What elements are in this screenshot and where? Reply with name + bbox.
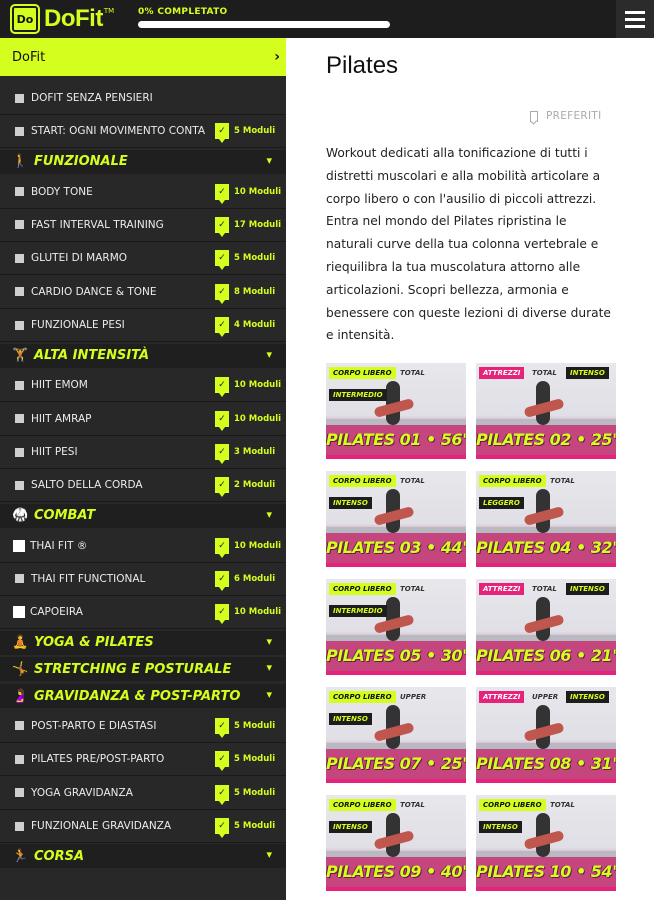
- logo-badge: Do: [12, 6, 38, 32]
- lesson-strip: [326, 455, 466, 459]
- lesson-strip: [326, 887, 466, 891]
- sidebar-item[interactable]: [0, 469, 286, 502]
- sidebar-item-label: FUNZIONALE GRAVIDANZA: [31, 820, 172, 832]
- lesson-strip: [326, 779, 466, 783]
- module-count-label: 8 Moduli: [234, 286, 276, 297]
- module-count: [215, 538, 281, 554]
- module-count-label: 10 Moduli: [234, 540, 282, 551]
- lesson-tag: LEGGERO: [479, 497, 524, 509]
- lesson-tag: ATTREZZI: [479, 583, 524, 595]
- checkbox-icon[interactable]: [15, 755, 24, 764]
- lesson-strip: [476, 563, 616, 567]
- sidebar-category[interactable]: [0, 631, 286, 655]
- module-count-label: 5 Moduli: [234, 787, 276, 798]
- category-label: FUNZIONALE: [34, 154, 128, 170]
- checkbox-icon[interactable]: [15, 574, 24, 583]
- lesson-tag: TOTAL: [550, 477, 575, 485]
- sidebar-item[interactable]: [0, 82, 286, 115]
- lesson-strip: [476, 455, 616, 459]
- lesson-title: PILATES 01 • 56': [326, 430, 466, 449]
- lesson-tag: TOTAL: [400, 477, 425, 485]
- checkbox-icon[interactable]: [15, 788, 24, 797]
- sidebar-item-label: HIIT PESI: [31, 446, 78, 458]
- sidebar-category[interactable]: [0, 657, 286, 681]
- lesson-tag: TOTAL: [532, 585, 557, 593]
- checkbox-icon[interactable]: [15, 381, 24, 390]
- checkbox-icon[interactable]: [15, 448, 24, 457]
- sidebar-header[interactable]: [0, 38, 286, 76]
- menu-icon-bar: [625, 18, 645, 21]
- sidebar: [0, 38, 286, 900]
- lesson-strip: [476, 779, 616, 783]
- sidebar-item[interactable]: [0, 276, 286, 309]
- lesson-title: PILATES 02 • 25': [476, 430, 616, 449]
- checkbox-icon[interactable]: [15, 187, 24, 196]
- module-icon: ✓: [215, 411, 229, 427]
- sidebar-item-label: HIIT AMRAP: [31, 412, 92, 425]
- logo-trademark: TM: [103, 7, 115, 15]
- category-label: COMBAT: [34, 508, 96, 524]
- module-icon: ✓: [215, 538, 229, 554]
- module-icon: ✓: [215, 123, 229, 139]
- module-count-label: 10 Moduli: [234, 380, 282, 391]
- lesson-title: PILATES 05 • 30': [326, 646, 466, 665]
- module-count: [215, 317, 275, 333]
- checkbox-icon[interactable]: [15, 220, 24, 229]
- module-count: [215, 377, 281, 393]
- module-count: [215, 444, 275, 460]
- sidebar-item[interactable]: [0, 810, 286, 843]
- module-icon: ✓: [215, 317, 229, 333]
- sidebar-item[interactable]: [0, 563, 286, 596]
- sidebar-item[interactable]: [0, 115, 286, 148]
- module-count-label: 3 Moduli: [234, 447, 276, 457]
- sidebar-item-label: SALTO DELLA CORDA: [31, 479, 143, 492]
- sidebar-item[interactable]: [0, 743, 286, 776]
- checkbox-icon[interactable]: [15, 414, 24, 423]
- module-count: [215, 184, 281, 200]
- module-count-label: 10 Moduli: [234, 413, 282, 424]
- category-label: YOGA & PILATES: [34, 635, 154, 651]
- module-icon: ✓: [215, 751, 229, 767]
- module-icon: ✓: [215, 604, 229, 620]
- sidebar-category[interactable]: [0, 344, 286, 368]
- sidebar-item[interactable]: [0, 209, 286, 242]
- sidebar-item[interactable]: [0, 596, 286, 629]
- module-count: [215, 477, 275, 493]
- lesson-title: PILATES 09 • 40': [326, 862, 466, 881]
- module-count: [215, 604, 281, 620]
- lesson-strip: [476, 887, 616, 891]
- lesson-tag: INTERMEDIO: [329, 389, 387, 401]
- category-icon: 🤰: [12, 688, 29, 704]
- sidebar-item[interactable]: [0, 710, 286, 743]
- sidebar-item-label: HIIT EMOM: [31, 379, 88, 392]
- checkbox-icon[interactable]: [15, 127, 24, 136]
- module-icon: ✓: [215, 284, 229, 300]
- checkbox-icon[interactable]: [15, 321, 24, 330]
- sidebar-item-label: GLUTEI DI MARMO: [31, 252, 128, 265]
- sidebar-item[interactable]: [0, 403, 286, 436]
- lesson-tag: INTENSO: [566, 583, 609, 595]
- module-icon: ✓: [215, 718, 229, 734]
- category-icon: 🥋: [12, 508, 29, 524]
- lesson-tag: INTERMEDIO: [329, 605, 387, 617]
- lesson-tag: TOTAL: [400, 369, 425, 377]
- lesson-tag: ATTREZZI: [479, 367, 524, 379]
- checkbox-icon[interactable]: [15, 254, 24, 263]
- category-icon: 🏃: [12, 848, 29, 864]
- module-count: [215, 818, 275, 834]
- module-icon: ✓: [215, 444, 229, 460]
- lesson-tag: UPPER: [400, 693, 427, 701]
- menu-button[interactable]: [616, 0, 654, 38]
- sidebar-item[interactable]: [0, 369, 286, 402]
- module-icon: ✓: [215, 184, 229, 200]
- lesson-tag: ATTREZZI: [479, 691, 524, 703]
- sidebar-item-label: PILATES PRE/POST-PARTO: [31, 753, 165, 766]
- lesson-strip: [326, 671, 466, 675]
- lesson-tag: TOTAL: [550, 801, 575, 809]
- module-count-label: 10 Moduli: [234, 607, 282, 618]
- checkbox-icon[interactable]: [15, 721, 24, 730]
- chevron-down-icon[interactable]: ▾: [266, 661, 272, 675]
- top-bar: [0, 0, 654, 38]
- category-icon: 🚶: [12, 154, 29, 170]
- page-title: Pilates: [326, 52, 399, 79]
- sidebar-item-label: CAPOEIRA: [30, 606, 83, 619]
- lesson-card[interactable]: [476, 363, 616, 459]
- lesson-tag: UPPER: [532, 693, 559, 701]
- checkbox-icon[interactable]: [13, 606, 25, 618]
- lesson-card[interactable]: [326, 795, 466, 891]
- main-content: [286, 38, 654, 900]
- module-icon: ✓: [215, 377, 229, 393]
- favorites-label: PREFERITI: [546, 110, 602, 122]
- lesson-title: PILATES 08 • 31': [476, 754, 616, 773]
- lesson-card[interactable]: [476, 795, 616, 891]
- module-icon: ✓: [215, 477, 229, 493]
- lesson-tag: CORPO LIBERO: [479, 799, 546, 811]
- sidebar-item-label: POST-PARTO E DIASTASI: [31, 719, 157, 732]
- sidebar-category[interactable]: [0, 504, 286, 528]
- lesson-tag: TOTAL: [400, 585, 425, 593]
- module-icon: ✓: [215, 818, 229, 834]
- lesson-tag: CORPO LIBERO: [329, 799, 396, 811]
- module-count: [215, 718, 275, 734]
- bookmark-icon: [530, 111, 538, 122]
- progress-bar: [138, 21, 390, 28]
- lesson-tag: TOTAL: [400, 801, 425, 809]
- lesson-title: PILATES 10 • 54': [476, 862, 616, 881]
- sidebar-item-label: START: OGNI MOVIMENTO CONTA: [31, 125, 206, 138]
- lesson-card[interactable]: [326, 471, 466, 567]
- lesson-tag: CORPO LIBERO: [479, 475, 546, 487]
- module-count: [215, 751, 275, 767]
- course-description: Workout dedicati alla tonificazione di tutti i distretti muscolari e alla mobilità articolare a corpo libero o con l'ausilio di piccoli attrezzi. Entra nel mondo del Pilates ripristina le naturali curve della tua colonna vertebrale e riequilibra la tua muscolatura attorno alle articolazioni. Scopri bellezza, armonia e benessere con queste lezioni di diverse durate e intensità.: [326, 146, 611, 343]
- chevron-down-icon[interactable]: ▾: [266, 634, 272, 648]
- sidebar-item-label: THAI FIT ®: [30, 539, 88, 552]
- module-count-label: 4 Moduli: [234, 320, 276, 331]
- module-count-label: 5 Moduli: [234, 720, 276, 731]
- lesson-card[interactable]: [326, 579, 466, 675]
- sidebar-item[interactable]: [0, 777, 286, 810]
- module-count: [215, 217, 281, 233]
- module-icon: ✓: [215, 217, 229, 233]
- chevron-down-icon[interactable]: ▾: [266, 688, 272, 702]
- module-count: [215, 571, 275, 587]
- module-icon: ✓: [215, 250, 229, 266]
- module-count-label: 6 Moduli: [234, 573, 276, 584]
- category-label: STRETCHING E POSTURALE: [34, 661, 232, 677]
- module-count-label: 10 Moduli: [234, 186, 282, 197]
- category-icon: 🤸: [12, 661, 29, 677]
- lesson-tag: TOTAL: [532, 369, 557, 377]
- category-label: CORSA: [34, 848, 85, 864]
- lesson-tag: INTENSO: [479, 821, 522, 833]
- module-count-label: 5 Moduli: [234, 754, 276, 765]
- lesson-tag: CORPO LIBERO: [329, 367, 396, 379]
- progress-label: 0% COMPLETATO: [138, 7, 228, 17]
- sidebar-item[interactable]: [0, 176, 286, 209]
- sidebar-item-label: YOGA GRAVIDANZA: [31, 786, 133, 799]
- sidebar-item[interactable]: [0, 436, 286, 469]
- sidebar-item-label: DOFIT SENZA PENSIERI: [31, 92, 153, 104]
- sidebar-title: DoFit: [12, 49, 46, 65]
- lesson-card[interactable]: [326, 363, 466, 459]
- lesson-tag: CORPO LIBERO: [329, 691, 396, 703]
- sidebar-category[interactable]: [0, 684, 286, 708]
- sidebar-item[interactable]: [0, 530, 286, 563]
- sidebar-item[interactable]: [0, 242, 286, 275]
- lesson-tag: INTENSO: [566, 691, 609, 703]
- lesson-tag: INTENSO: [329, 821, 372, 833]
- lesson-card[interactable]: [476, 579, 616, 675]
- module-count-label: 5 Moduli: [234, 821, 276, 831]
- module-icon: ✓: [215, 785, 229, 801]
- sidebar-item[interactable]: [0, 309, 286, 342]
- checkbox-icon[interactable]: [15, 822, 24, 831]
- module-count-label: 5 Moduli: [234, 126, 276, 137]
- lesson-card[interactable]: [326, 687, 466, 783]
- lesson-tag: INTENSO: [329, 713, 372, 725]
- logo[interactable]: [12, 5, 114, 33]
- sidebar-item-label: FAST INTERVAL TRAINING: [31, 218, 164, 231]
- checkbox-icon[interactable]: [13, 540, 25, 552]
- chevron-right-icon: ›: [274, 49, 280, 65]
- checkbox-icon[interactable]: [15, 94, 24, 103]
- lesson-strip: [476, 671, 616, 675]
- menu-icon-bar: [625, 11, 645, 14]
- lesson-card[interactable]: [476, 687, 616, 783]
- module-count: [215, 123, 275, 139]
- lesson-strip: [326, 563, 466, 567]
- lesson-title: PILATES 07 • 25': [326, 754, 466, 773]
- module-count-label: 2 Moduli: [234, 480, 276, 491]
- module-icon: ✓: [215, 571, 229, 587]
- category-icon: 🏋: [12, 348, 29, 363]
- lesson-title: PILATES 04 • 32': [476, 538, 616, 557]
- category-icon: 🧘: [12, 635, 29, 651]
- checkbox-icon[interactable]: [15, 481, 24, 490]
- module-count: [215, 250, 275, 266]
- sidebar-item-label: THAI FIT FUNCTIONAL: [31, 572, 146, 585]
- category-label: GRAVIDANZA & POST-PARTO: [34, 688, 241, 704]
- logo-text: DoFit: [44, 5, 103, 32]
- chevron-down-icon[interactable]: ▾: [266, 153, 272, 167]
- lesson-tag: INTENSO: [329, 497, 372, 509]
- course-progress: [138, 7, 390, 28]
- chevron-down-icon[interactable]: ▾: [266, 848, 272, 862]
- category-label: ALTA INTENSITÀ: [34, 348, 150, 363]
- lesson-card[interactable]: [476, 471, 616, 567]
- favorites-button[interactable]: [530, 110, 602, 122]
- lesson-tag: CORPO LIBERO: [329, 475, 396, 487]
- lesson-title: PILATES 06 • 21': [476, 646, 616, 665]
- chevron-down-icon[interactable]: ▾: [266, 507, 272, 521]
- sidebar-item-label: FUNZIONALE PESI: [31, 319, 125, 332]
- sidebar-item-label: BODY TONE: [31, 185, 93, 198]
- sidebar-item-label: CARDIO DANCE & TONE: [31, 285, 157, 298]
- sidebar-category[interactable]: [0, 150, 286, 174]
- lesson-tag: CORPO LIBERO: [329, 583, 396, 595]
- menu-icon-bar: [625, 25, 645, 28]
- module-count: [215, 284, 275, 300]
- module-count-label: 17 Moduli: [234, 219, 282, 230]
- lesson-tag: INTENSO: [566, 367, 609, 379]
- sidebar-category[interactable]: [0, 844, 286, 868]
- checkbox-icon[interactable]: [15, 287, 24, 296]
- module-count: [215, 411, 281, 427]
- lesson-title: PILATES 03 • 44': [326, 538, 466, 557]
- chevron-down-icon[interactable]: ▾: [266, 347, 272, 361]
- module-count: [215, 785, 275, 801]
- module-count-label: 5 Moduli: [234, 253, 276, 264]
